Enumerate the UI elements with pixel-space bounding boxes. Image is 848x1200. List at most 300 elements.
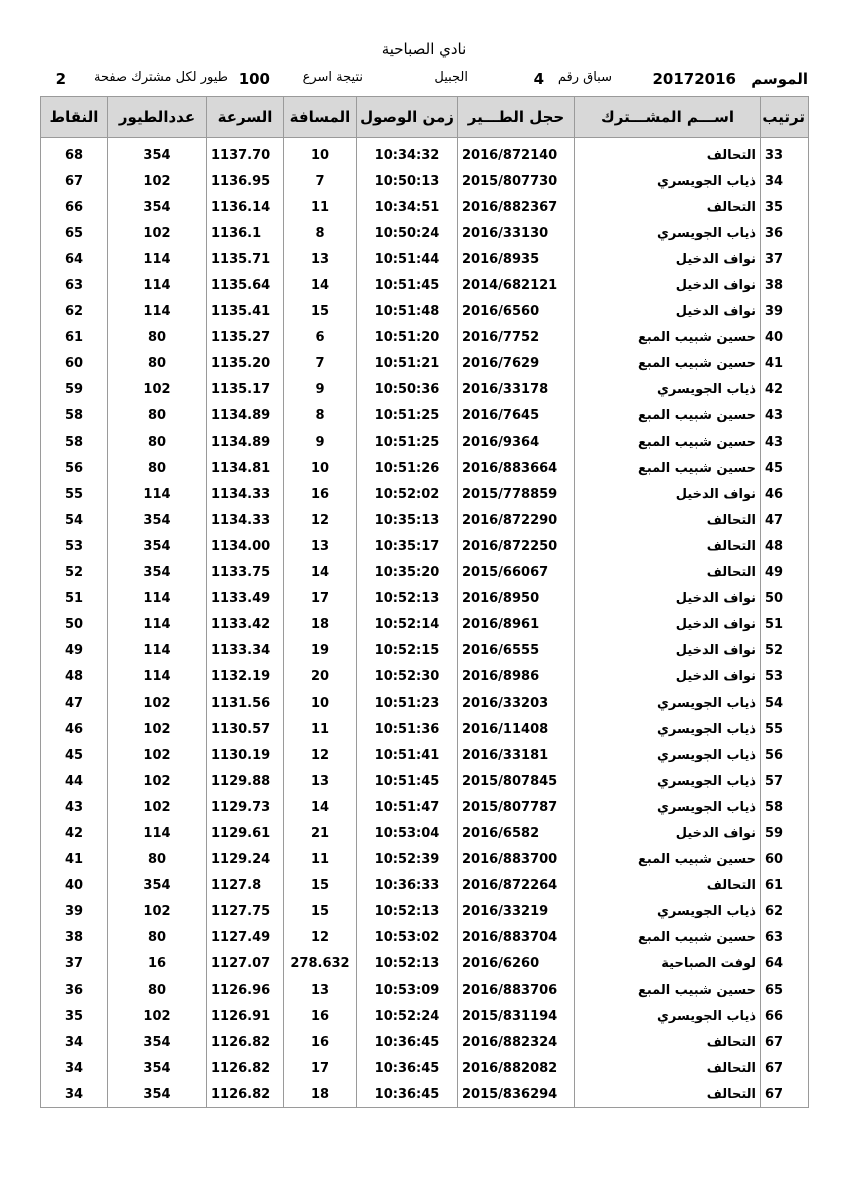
table-row bbox=[41, 612, 809, 638]
speed-cell: 1127.07 bbox=[207, 951, 284, 977]
ring-number-cell: 2016/33203 bbox=[458, 690, 575, 716]
bird-count-cell: 80 bbox=[108, 847, 207, 873]
distance-cell: 18 bbox=[284, 612, 357, 638]
points-cell: 45 bbox=[41, 742, 108, 768]
speed-cell: 1134.89 bbox=[207, 429, 284, 455]
bird-count-cell: 114 bbox=[108, 481, 207, 507]
speed-cell: 1131.56 bbox=[207, 690, 284, 716]
distance-cell: 12 bbox=[284, 507, 357, 533]
rank-cell: 54 bbox=[761, 690, 809, 716]
rank-cell: 57 bbox=[761, 768, 809, 794]
participant-name-cell: حسين شبيب المبع bbox=[575, 325, 761, 351]
bird-count-cell: 114 bbox=[108, 272, 207, 298]
bird-count-cell: 354 bbox=[108, 560, 207, 586]
bird-count-cell: 80 bbox=[108, 325, 207, 351]
points-cell: 35 bbox=[41, 1003, 108, 1029]
points-cell: 43 bbox=[41, 794, 108, 820]
rank-cell: 65 bbox=[761, 977, 809, 1003]
ring-number-cell: 2016/33178 bbox=[458, 377, 575, 403]
distance-cell: 8 bbox=[284, 403, 357, 429]
arrival-time-cell: 10:52:15 bbox=[357, 638, 458, 664]
rank-cell: 40 bbox=[761, 325, 809, 351]
arrival-time-cell: 10:34:32 bbox=[357, 142, 458, 168]
participant-name-cell: التحالف bbox=[575, 1029, 761, 1055]
ring-number-cell: 2016/33130 bbox=[458, 220, 575, 246]
table-row bbox=[41, 533, 809, 559]
distance-cell: 13 bbox=[284, 768, 357, 794]
bird-count-cell: 102 bbox=[108, 768, 207, 794]
participant-name-cell: التحالف bbox=[575, 560, 761, 586]
participant-name-cell: حسين شبيب المبع bbox=[575, 847, 761, 873]
ring-number-cell: 2016/8961 bbox=[458, 612, 575, 638]
rank-cell: 34 bbox=[761, 168, 809, 194]
speed-cell: 1129.88 bbox=[207, 768, 284, 794]
points-cell: 60 bbox=[41, 351, 108, 377]
table-row bbox=[41, 560, 809, 586]
ring-number-cell: 2014/682121 bbox=[458, 272, 575, 298]
bird-count-cell: 354 bbox=[108, 507, 207, 533]
participant-name-cell: ذياب الجويسري bbox=[575, 690, 761, 716]
ring-number-cell: 2016/7752 bbox=[458, 325, 575, 351]
speed-cell: 1133.42 bbox=[207, 612, 284, 638]
season-label: الموسم bbox=[751, 70, 808, 88]
points-cell: 56 bbox=[41, 455, 108, 481]
arrival-time-cell: 10:51:20 bbox=[357, 325, 458, 351]
ring-number-cell: 2016/33219 bbox=[458, 899, 575, 925]
bird-count-cell: 16 bbox=[108, 951, 207, 977]
points-cell: 58 bbox=[41, 429, 108, 455]
speed-cell: 1130.19 bbox=[207, 742, 284, 768]
ring-number-cell: 2016/9364 bbox=[458, 429, 575, 455]
rank-cell: 43 bbox=[761, 403, 809, 429]
ring-number-cell: 2016/872264 bbox=[458, 873, 575, 899]
speed-cell: 1129.73 bbox=[207, 794, 284, 820]
col-birds-header: عددالطيور bbox=[108, 97, 207, 138]
participant-name-cell: ذياب الجويسري bbox=[575, 742, 761, 768]
rank-cell: 39 bbox=[761, 299, 809, 325]
bird-count-cell: 80 bbox=[108, 351, 207, 377]
ring-number-cell: 2016/11408 bbox=[458, 716, 575, 742]
bird-count-cell: 354 bbox=[108, 1081, 207, 1108]
rank-cell: 67 bbox=[761, 1055, 809, 1081]
bird-count-cell: 80 bbox=[108, 455, 207, 481]
arrival-time-cell: 10:51:45 bbox=[357, 272, 458, 298]
rank-cell: 46 bbox=[761, 481, 809, 507]
arrival-time-cell: 10:36:33 bbox=[357, 873, 458, 899]
distance-cell: 6 bbox=[284, 325, 357, 351]
speed-cell: 1134.89 bbox=[207, 403, 284, 429]
table-row bbox=[41, 1081, 809, 1108]
distance-cell: 16 bbox=[284, 1003, 357, 1029]
race-location: الجبيل bbox=[434, 70, 468, 85]
participant-name-cell: حسين شبيب المبع bbox=[575, 403, 761, 429]
speed-cell: 1135.41 bbox=[207, 299, 284, 325]
speed-cell: 1133.75 bbox=[207, 560, 284, 586]
participant-name-cell: حسين شبيب المبع bbox=[575, 925, 761, 951]
points-cell: 51 bbox=[41, 586, 108, 612]
table-row bbox=[41, 351, 809, 377]
participant-name-cell: نواف الدخيل bbox=[575, 299, 761, 325]
ring-number-cell: 2016/883700 bbox=[458, 847, 575, 873]
speed-cell: 1136.14 bbox=[207, 194, 284, 220]
participant-name-cell: نواف الدخيل bbox=[575, 638, 761, 664]
arrival-time-cell: 10:52:39 bbox=[357, 847, 458, 873]
distance-cell: 17 bbox=[284, 586, 357, 612]
table-row bbox=[41, 847, 809, 873]
participant-name-cell: التحالف bbox=[575, 533, 761, 559]
table-row bbox=[41, 142, 809, 168]
rank-cell: 37 bbox=[761, 246, 809, 272]
ring-number-cell: 2015/778859 bbox=[458, 481, 575, 507]
ring-number-cell: 2016/882324 bbox=[458, 1029, 575, 1055]
rank-cell: 43 bbox=[761, 429, 809, 455]
speed-cell: 1135.64 bbox=[207, 272, 284, 298]
ring-number-cell: 2016/7645 bbox=[458, 403, 575, 429]
points-cell: 37 bbox=[41, 951, 108, 977]
points-cell: 36 bbox=[41, 977, 108, 1003]
arrival-time-cell: 10:34:51 bbox=[357, 194, 458, 220]
bird-count-cell: 354 bbox=[108, 142, 207, 168]
col-ring-header: حجل الطـــير bbox=[458, 97, 575, 138]
distance-cell: 11 bbox=[284, 716, 357, 742]
participant-name-cell: نواف الدخيل bbox=[575, 820, 761, 846]
rank-cell: 61 bbox=[761, 873, 809, 899]
points-cell: 54 bbox=[41, 507, 108, 533]
table-row bbox=[41, 220, 809, 246]
points-cell: 34 bbox=[41, 1029, 108, 1055]
arrival-time-cell: 10:51:41 bbox=[357, 742, 458, 768]
club-title: نادي الصباحية bbox=[381, 40, 467, 58]
table-row bbox=[41, 768, 809, 794]
points-cell: 58 bbox=[41, 403, 108, 429]
speed-cell: 1133.34 bbox=[207, 638, 284, 664]
speed-cell: 1130.57 bbox=[207, 716, 284, 742]
rank-cell: 62 bbox=[761, 899, 809, 925]
arrival-time-cell: 10:50:24 bbox=[357, 220, 458, 246]
ring-number-cell: 2016/6260 bbox=[458, 951, 575, 977]
points-cell: 53 bbox=[41, 533, 108, 559]
table-row bbox=[41, 455, 809, 481]
rank-cell: 48 bbox=[761, 533, 809, 559]
table-row bbox=[41, 664, 809, 690]
rank-cell: 67 bbox=[761, 1081, 809, 1108]
ring-number-cell: 2016/8986 bbox=[458, 664, 575, 690]
ring-number-cell: 2016/872290 bbox=[458, 507, 575, 533]
distance-cell: 16 bbox=[284, 1029, 357, 1055]
bird-count-cell: 80 bbox=[108, 429, 207, 455]
distance-cell: 18 bbox=[284, 1081, 357, 1108]
distance-cell: 15 bbox=[284, 299, 357, 325]
table-row bbox=[41, 403, 809, 429]
points-cell: 55 bbox=[41, 481, 108, 507]
ring-number-cell: 2016/883704 bbox=[458, 925, 575, 951]
rank-cell: 60 bbox=[761, 847, 809, 873]
speed-cell: 1126.82 bbox=[207, 1081, 284, 1108]
table-row bbox=[41, 925, 809, 951]
arrival-time-cell: 10:51:26 bbox=[357, 455, 458, 481]
speed-cell: 1132.19 bbox=[207, 664, 284, 690]
arrival-time-cell: 10:36:45 bbox=[357, 1055, 458, 1081]
col-name-header: اســـم المشـــترك bbox=[575, 97, 761, 138]
arrival-time-cell: 10:51:21 bbox=[357, 351, 458, 377]
table-row bbox=[41, 299, 809, 325]
rank-cell: 67 bbox=[761, 1029, 809, 1055]
participant-name-cell: ذياب الجويسري bbox=[575, 1003, 761, 1029]
birds-per-label: طيور لكل مشترك صفحة bbox=[94, 70, 228, 85]
results-body bbox=[41, 138, 809, 1108]
rank-cell: 47 bbox=[761, 507, 809, 533]
speed-cell: 1137.70 bbox=[207, 142, 284, 168]
speed-cell: 1126.82 bbox=[207, 1055, 284, 1081]
arrival-time-cell: 10:52:13 bbox=[357, 951, 458, 977]
season-value: 20172016 bbox=[652, 70, 736, 88]
points-cell: 50 bbox=[41, 612, 108, 638]
distance-cell: 11 bbox=[284, 847, 357, 873]
speed-cell: 1127.75 bbox=[207, 899, 284, 925]
bird-count-cell: 102 bbox=[108, 899, 207, 925]
rank-cell: 45 bbox=[761, 455, 809, 481]
speed-cell: 1133.49 bbox=[207, 586, 284, 612]
table-row bbox=[41, 325, 809, 351]
rank-cell: 51 bbox=[761, 612, 809, 638]
participant-name-cell: ذياب الجويسري bbox=[575, 768, 761, 794]
arrival-time-cell: 10:36:45 bbox=[357, 1029, 458, 1055]
top-count: 100 bbox=[238, 70, 270, 88]
participant-name-cell: حسين شبيب المبع bbox=[575, 977, 761, 1003]
points-cell: 47 bbox=[41, 690, 108, 716]
distance-cell: 11 bbox=[284, 194, 357, 220]
participant-name-cell: نواف الدخيل bbox=[575, 246, 761, 272]
ring-number-cell: 2016/883706 bbox=[458, 977, 575, 1003]
rank-cell: 33 bbox=[761, 142, 809, 168]
table-row bbox=[41, 794, 809, 820]
rank-cell: 50 bbox=[761, 586, 809, 612]
speed-cell: 1134.33 bbox=[207, 507, 284, 533]
table-row bbox=[41, 820, 809, 846]
bird-count-cell: 114 bbox=[108, 664, 207, 690]
ring-number-cell: 2016/872140 bbox=[458, 142, 575, 168]
distance-cell: 10 bbox=[284, 142, 357, 168]
participant-name-cell: نواف الدخيل bbox=[575, 586, 761, 612]
arrival-time-cell: 10:51:45 bbox=[357, 768, 458, 794]
speed-cell: 1126.96 bbox=[207, 977, 284, 1003]
arrival-time-cell: 10:51:25 bbox=[357, 429, 458, 455]
rank-cell: 56 bbox=[761, 742, 809, 768]
points-cell: 41 bbox=[41, 847, 108, 873]
bird-count-cell: 354 bbox=[108, 533, 207, 559]
table-row bbox=[41, 899, 809, 925]
table-row bbox=[41, 873, 809, 899]
results-table bbox=[40, 96, 809, 1108]
participant-name-cell: حسين شبيب المبع bbox=[575, 351, 761, 377]
table-row bbox=[41, 377, 809, 403]
arrival-time-cell: 10:50:13 bbox=[357, 168, 458, 194]
arrival-time-cell: 10:52:13 bbox=[357, 899, 458, 925]
table-row bbox=[41, 951, 809, 977]
arrival-time-cell: 10:51:36 bbox=[357, 716, 458, 742]
participant-name-cell: التحالف bbox=[575, 873, 761, 899]
arrival-time-cell: 10:53:09 bbox=[357, 977, 458, 1003]
race-label: سباق رقم bbox=[557, 70, 612, 85]
points-cell: 34 bbox=[41, 1081, 108, 1108]
arrival-time-cell: 10:52:24 bbox=[357, 1003, 458, 1029]
distance-cell: 21 bbox=[284, 820, 357, 846]
ring-number-cell: 2015/836294 bbox=[458, 1081, 575, 1108]
arrival-time-cell: 10:51:44 bbox=[357, 246, 458, 272]
rank-cell: 66 bbox=[761, 1003, 809, 1029]
distance-cell: 19 bbox=[284, 638, 357, 664]
table-row bbox=[41, 1055, 809, 1081]
distance-cell: 12 bbox=[284, 925, 357, 951]
participant-name-cell: ذياب الجويسري bbox=[575, 377, 761, 403]
speed-cell: 1127.49 bbox=[207, 925, 284, 951]
arrival-time-cell: 10:51:47 bbox=[357, 794, 458, 820]
ring-number-cell: 2015/66067 bbox=[458, 560, 575, 586]
ring-number-cell: 2016/7629 bbox=[458, 351, 575, 377]
table-header-row bbox=[41, 97, 809, 138]
bird-count-cell: 80 bbox=[108, 925, 207, 951]
table-row bbox=[41, 690, 809, 716]
speed-cell: 1135.71 bbox=[207, 246, 284, 272]
table-row bbox=[41, 977, 809, 1003]
arrival-time-cell: 10:52:30 bbox=[357, 664, 458, 690]
participant-name-cell: ذياب الجويسري bbox=[575, 220, 761, 246]
distance-cell: 14 bbox=[284, 272, 357, 298]
points-cell: 68 bbox=[41, 142, 108, 168]
distance-cell: 14 bbox=[284, 794, 357, 820]
participant-name-cell: نواف الدخيل bbox=[575, 664, 761, 690]
arrival-time-cell: 10:35:13 bbox=[357, 507, 458, 533]
rank-cell: 53 bbox=[761, 664, 809, 690]
participant-name-cell: حسين شبيب المبع bbox=[575, 429, 761, 455]
participant-name-cell: لوفت الصباحية bbox=[575, 951, 761, 977]
distance-cell: 7 bbox=[284, 168, 357, 194]
points-cell: 65 bbox=[41, 220, 108, 246]
speed-cell: 1134.00 bbox=[207, 533, 284, 559]
rank-cell: 59 bbox=[761, 820, 809, 846]
arrival-time-cell: 10:51:25 bbox=[357, 403, 458, 429]
rank-cell: 55 bbox=[761, 716, 809, 742]
arrival-time-cell: 10:52:14 bbox=[357, 612, 458, 638]
arrival-time-cell: 10:53:02 bbox=[357, 925, 458, 951]
distance-cell: 13 bbox=[284, 533, 357, 559]
rank-cell: 49 bbox=[761, 560, 809, 586]
participant-name-cell: ذياب الجويسري bbox=[575, 794, 761, 820]
col-time-header: زمن الوصول bbox=[357, 97, 458, 138]
distance-cell: 12 bbox=[284, 742, 357, 768]
table-row bbox=[41, 1003, 809, 1029]
points-cell: 44 bbox=[41, 768, 108, 794]
distance-cell: 10 bbox=[284, 455, 357, 481]
distance-cell: 16 bbox=[284, 481, 357, 507]
points-cell: 66 bbox=[41, 194, 108, 220]
distance-cell: 20 bbox=[284, 664, 357, 690]
rank-cell: 36 bbox=[761, 220, 809, 246]
points-cell: 61 bbox=[41, 325, 108, 351]
bird-count-cell: 354 bbox=[108, 194, 207, 220]
page-number: 2 bbox=[55, 70, 66, 88]
arrival-time-cell: 10:52:13 bbox=[357, 586, 458, 612]
col-points-header: النقاط bbox=[41, 97, 108, 138]
participant-name-cell: حسين شبيب المبع bbox=[575, 455, 761, 481]
table-row bbox=[41, 168, 809, 194]
ring-number-cell: 2016/6560 bbox=[458, 299, 575, 325]
participant-name-cell: التحالف bbox=[575, 1081, 761, 1108]
result-label: نتيجة اسرع bbox=[302, 70, 363, 85]
table-row bbox=[41, 586, 809, 612]
distance-cell: 278.632 bbox=[284, 951, 357, 977]
distance-cell: 13 bbox=[284, 246, 357, 272]
speed-cell: 1135.17 bbox=[207, 377, 284, 403]
speed-cell: 1134.81 bbox=[207, 455, 284, 481]
points-cell: 38 bbox=[41, 925, 108, 951]
bird-count-cell: 114 bbox=[108, 612, 207, 638]
table-row bbox=[41, 194, 809, 220]
rank-cell: 38 bbox=[761, 272, 809, 298]
ring-number-cell: 2015/807730 bbox=[458, 168, 575, 194]
speed-cell: 1135.27 bbox=[207, 325, 284, 351]
ring-number-cell: 2016/6582 bbox=[458, 820, 575, 846]
arrival-time-cell: 10:53:04 bbox=[357, 820, 458, 846]
distance-cell: 9 bbox=[284, 377, 357, 403]
bird-count-cell: 354 bbox=[108, 1029, 207, 1055]
distance-cell: 7 bbox=[284, 351, 357, 377]
arrival-time-cell: 10:51:48 bbox=[357, 299, 458, 325]
distance-cell: 9 bbox=[284, 429, 357, 455]
bird-count-cell: 354 bbox=[108, 1055, 207, 1081]
race-info-bar bbox=[40, 70, 808, 90]
rank-cell: 63 bbox=[761, 925, 809, 951]
bird-count-cell: 102 bbox=[108, 742, 207, 768]
bird-count-cell: 80 bbox=[108, 403, 207, 429]
points-cell: 52 bbox=[41, 560, 108, 586]
points-cell: 39 bbox=[41, 899, 108, 925]
col-speed-header: السرعة bbox=[207, 97, 284, 138]
participant-name-cell: التحالف bbox=[575, 507, 761, 533]
rank-cell: 58 bbox=[761, 794, 809, 820]
table-row bbox=[41, 742, 809, 768]
arrival-time-cell: 10:36:45 bbox=[357, 1081, 458, 1108]
bird-count-cell: 114 bbox=[108, 586, 207, 612]
distance-cell: 15 bbox=[284, 873, 357, 899]
rank-cell: 52 bbox=[761, 638, 809, 664]
speed-cell: 1126.91 bbox=[207, 1003, 284, 1029]
participant-name-cell: نواف الدخيل bbox=[575, 272, 761, 298]
speed-cell: 1127.8 bbox=[207, 873, 284, 899]
ring-number-cell: 2016/6555 bbox=[458, 638, 575, 664]
col-rank-header: ترتيب bbox=[761, 97, 809, 138]
ring-number-cell: 2016/8950 bbox=[458, 586, 575, 612]
bird-count-cell: 102 bbox=[108, 716, 207, 742]
ring-number-cell: 2016/872250 bbox=[458, 533, 575, 559]
participant-name-cell: ذياب الجويسري bbox=[575, 899, 761, 925]
speed-cell: 1136.1 bbox=[207, 220, 284, 246]
participant-name-cell: نواف الدخيل bbox=[575, 612, 761, 638]
participant-name-cell: نواف الدخيل bbox=[575, 481, 761, 507]
distance-cell: 14 bbox=[284, 560, 357, 586]
points-cell: 62 bbox=[41, 299, 108, 325]
rank-cell: 42 bbox=[761, 377, 809, 403]
participant-name-cell: التحالف bbox=[575, 1055, 761, 1081]
points-cell: 34 bbox=[41, 1055, 108, 1081]
table-row bbox=[41, 272, 809, 298]
col-distance-header: المسافة bbox=[284, 97, 357, 138]
arrival-time-cell: 10:52:02 bbox=[357, 481, 458, 507]
points-cell: 67 bbox=[41, 168, 108, 194]
bird-count-cell: 354 bbox=[108, 873, 207, 899]
ring-number-cell: 2016/882082 bbox=[458, 1055, 575, 1081]
points-cell: 64 bbox=[41, 246, 108, 272]
